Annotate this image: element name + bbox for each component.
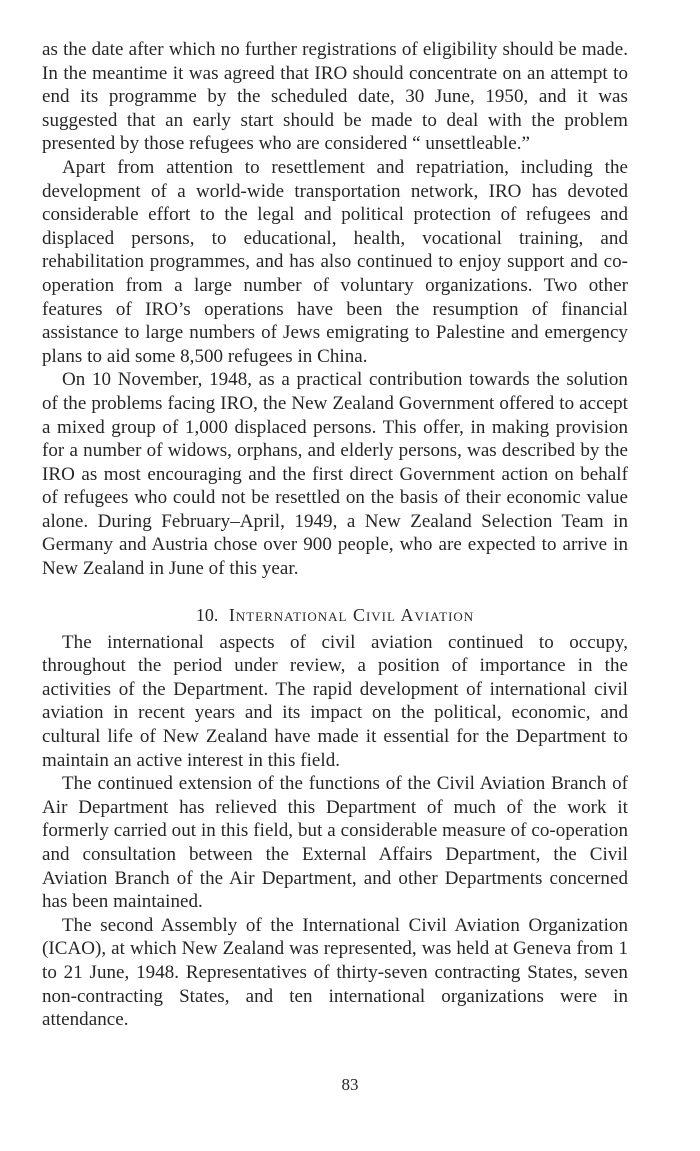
section-number: 10. — [195, 604, 219, 625]
paragraph: Apart from attention to resettlement and repatriation, including the development of a world-wide transportation network, IRO has devoted considerable effort to the legal and political protection of refugees and displaced persons, to educational, health, vocational training, and rehabilitation programmes, and has also continued to enjoy support and co-operation from a large number of voluntary organizations. Two other features of IRO’s operations have been the resumption of financial assistance to large numbers of Jews emigrating to Palestine and emergency plans to aid some 8,500 refugees in China. — [42, 156, 628, 367]
paragraph: On 10 November, 1948, as a practical contribution towards the solution of the problems facing IRO, the New Zealand Government offered to accept a mixed group of 1,000 displaced persons. This offer, in making provision for a number of widows, orphans, and elderly persons, was described by the IRO as most encouraging and the first direct Government action on behalf of refugees who could not be resettled on the basis of their economic value alone. During February–April, 1949, a New Zealand Selection Team in Germany and Austria chose over 900 people, who are expected to arrive in New Zealand in June of this year. — [42, 369, 628, 580]
section-heading — [42, 603, 628, 627]
body-text-bottom — [42, 631, 628, 1032]
page-number: 83 — [341, 1075, 359, 1094]
body-text-top — [42, 38, 628, 581]
paragraph: as the date after which no further registrations of eligibility should be made. In the meantime it was agreed that IRO should concentrate on an attempt to end its programme by the scheduled date, 30 June, 1950, and it was suggested that an early start should be made to deal with the problem presented by those refugees who are considered “ unsettleable.” — [42, 39, 628, 155]
paragraph: The international aspects of civil aviation continued to occupy, throughout the period under review, a position of importance in the activities of the Department. The rapid development of international civil aviation in recent years and its impact on the political, economic, and cultural life of New Zealand have made it essential for the Department to maintain an active interest in this field. — [42, 631, 628, 771]
section-title: International Civil Aviation — [228, 604, 475, 625]
paragraph: The second Assembly of the International Civil Aviation Organization (ICAO), at which New Zealand was represented, was held at Geneva from 1 to 21 June, 1948. Representatives of thirty-seven contracting States, seven non-contracting States, and ten international organizations were in attendance. — [42, 914, 628, 1031]
paragraph: The continued extension of the functions of the Civil Aviation Branch of Air Department has relieved this Department of much of the work it formerly carried out in this field, but a considerable measure of co-operation and consultation between the External Affairs Department, the Civil Aviation Branch of the Air Department, and other Departments concerned has been maintained. — [42, 773, 628, 913]
document-page — [42, 38, 628, 1032]
